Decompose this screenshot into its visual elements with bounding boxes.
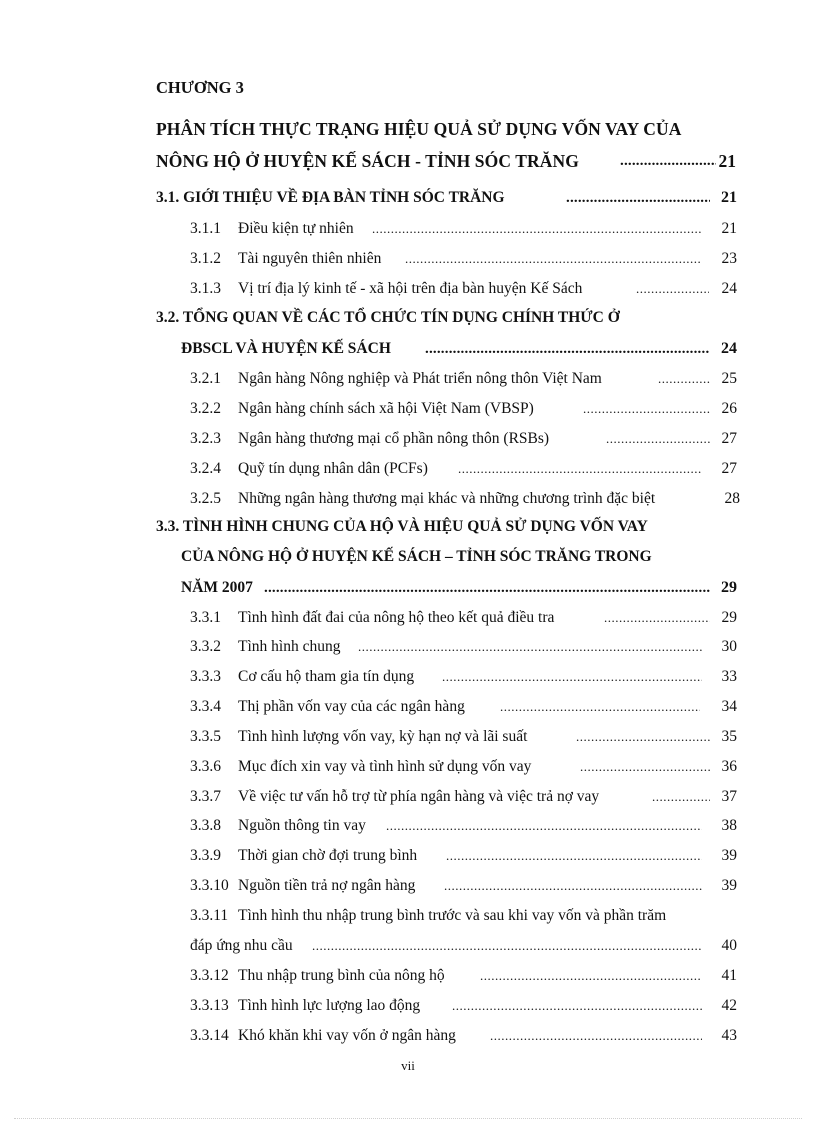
section-3-3-title-line2: CỦA NÔNG HỘ Ở HUYỆN KẾ SÁCH – TỈNH SÓC TRĂNG TRONG — [181, 548, 652, 565]
toc-num-3-3-6: 3.3.6 — [190, 758, 221, 775]
chapter-title-line1: PHÂN TÍCH THỰC TRẠNG HIỆU QUẢ SỬ DỤNG VỐN VAY CỦA — [156, 119, 682, 139]
toc-page-3-3-3: 33 — [721, 668, 737, 685]
toc-page-3-2-4: 27 — [721, 460, 737, 477]
toc-page-3-2-5: 28 — [724, 490, 740, 507]
dot-leader — [386, 816, 702, 836]
toc-page-3-2-1: 25 — [721, 370, 737, 387]
toc-page-3-3-2: 30 — [721, 638, 737, 655]
toc-num-3-3-4: 3.3.4 — [190, 698, 221, 715]
dot-leader — [458, 459, 702, 479]
dot-leader — [446, 846, 702, 866]
toc-title-3-3-11-line1: Tình hình thu nhập trung bình trước và sau khi vay vốn và phần trăm — [238, 907, 667, 924]
toc-title-3-3-8: Nguồn thông tin vay — [238, 817, 366, 834]
toc-title-3-2-3: Ngân hàng thương mại cổ phần nông thôn (RSBs) — [238, 430, 550, 447]
section-3-3-title-line3: NĂM 2007 — [181, 579, 253, 596]
dot-leader — [442, 667, 702, 687]
toc-page-3-3-7: 37 — [721, 788, 737, 805]
toc-title-3-3-2: Tình hình chung — [238, 638, 341, 655]
toc-page-3-1-3: 24 — [721, 280, 737, 297]
toc-num-3-3-5: 3.3.5 — [190, 728, 221, 745]
toc-num-3-3-10: 3.3.10 — [190, 877, 229, 894]
dot-leader — [576, 727, 710, 747]
toc-title-3-3-12: Thu nhập trung bình của nông hộ — [238, 967, 445, 984]
toc-page-3-1-1: 21 — [721, 220, 737, 237]
dot-leader — [500, 697, 700, 717]
chapter-label: CHƯƠNG 3 — [156, 78, 244, 97]
dot-leader — [358, 637, 702, 657]
dot-leader — [566, 188, 710, 208]
toc-page-3-3-11: 40 — [721, 937, 737, 954]
toc-title-3-3-14: Khó khăn khi vay vốn ở ngân hàng — [238, 1027, 456, 1044]
toc-page-3-3-1: 29 — [721, 609, 737, 626]
dot-leader — [444, 876, 702, 896]
toc-page-3-3-6: 36 — [721, 758, 737, 775]
toc-num-3-3-12: 3.3.12 — [190, 967, 229, 984]
toc-page-3-3-5: 35 — [721, 728, 737, 745]
toc-num-3-2-1: 3.2.1 — [190, 370, 221, 387]
toc-num-3-3-14: 3.3.14 — [190, 1027, 229, 1044]
dot-leader — [405, 249, 702, 269]
toc-page-3-3-9: 39 — [721, 847, 737, 864]
dot-leader — [583, 399, 710, 419]
dot-leader — [606, 429, 710, 449]
toc-title-3-3-3: Cơ cấu hộ tham gia tín dụng — [238, 668, 415, 685]
section-3-1-title: 3.1. GIỚI THIỆU VỀ ĐỊA BÀN TỈNH SÓC TRĂNG — [156, 189, 505, 206]
toc-page-3-3-4: 34 — [721, 698, 737, 715]
toc-title-3-3-11-line2: đáp ứng nhu cầu — [190, 937, 293, 954]
section-3-1-page: 21 — [721, 189, 737, 206]
dot-leader — [425, 339, 710, 359]
toc-num-3-3-11: 3.3.11 — [190, 907, 229, 924]
toc-num-3-3-2: 3.3.2 — [190, 638, 221, 655]
toc-page-3-1-2: 23 — [721, 250, 737, 267]
toc-num-3-2-2: 3.2.2 — [190, 400, 221, 417]
toc-title-3-2-2: Ngân hàng chính sách xã hội Việt Nam (VBSP) — [238, 400, 534, 417]
toc-title-3-2-5: Những ngân hàng thương mại khác và những chương trình đặc biệt — [238, 490, 656, 507]
toc-title-3-1-2: Tài nguyên thiên nhiên — [238, 250, 382, 267]
dot-leader — [604, 608, 710, 628]
toc-page-3-3-10: 39 — [721, 877, 737, 894]
toc-page-3-2-3: 27 — [721, 430, 737, 447]
toc-num-3-1-2: 3.1.2 — [190, 250, 221, 267]
toc-title-3-1-3: Vị trí địa lý kinh tế - xã hội trên địa bàn huyện Kế Sách — [238, 280, 583, 297]
dot-leader — [490, 1026, 702, 1046]
toc-num-3-3-9: 3.3.9 — [190, 847, 221, 864]
toc-num-3-3-13: 3.3.13 — [190, 997, 229, 1014]
toc-page-3-3-12: 41 — [721, 967, 737, 984]
section-3-3-page: 29 — [721, 579, 737, 596]
toc-title-3-3-5: Tình hình lượng vốn vay, kỳ hạn nợ và lãi suất — [238, 728, 528, 745]
toc-num-3-2-5: 3.2.5 — [190, 490, 221, 507]
chapter-page-number: 21 — [718, 151, 736, 171]
section-3-2-page: 24 — [721, 340, 737, 357]
dot-leader — [372, 219, 702, 239]
toc-title-3-3-4: Thị phần vốn vay của các ngân hàng — [238, 698, 465, 715]
dot-leader — [264, 578, 710, 598]
toc-title-3-1-1: Điều kiện tự nhiên — [238, 220, 354, 237]
toc-title-3-3-10: Nguồn tiền trả nợ ngân hàng — [238, 877, 416, 894]
toc-num-3-1-3: 3.1.3 — [190, 280, 221, 297]
page-number: vii — [401, 1058, 415, 1073]
toc-title-3-3-9: Thời gian chờ đợi trung bình — [238, 847, 418, 864]
toc-num-3-1-1: 3.1.1 — [190, 220, 221, 237]
toc-num-3-3-3: 3.3.3 — [190, 668, 221, 685]
section-3-3-title-line1: 3.3. TÌNH HÌNH CHUNG CỦA HỘ VÀ HIỆU QUẢ SỬ DỤNG VỐN VAY — [156, 518, 648, 535]
toc-title-3-3-6: Mục đích xin vay và tình hình sử dụng vốn vay — [238, 758, 532, 775]
page-bottom-border — [14, 1118, 802, 1119]
toc-title-3-2-1: Ngân hàng Nông nghiệp và Phát triển nông thôn Việt Nam — [238, 370, 602, 387]
toc-title-3-2-4: Quỹ tín dụng nhân dân (PCFs) — [238, 460, 428, 477]
toc-num-3-3-7: 3.3.7 — [190, 788, 221, 805]
toc-title-3-3-13: Tình hình lực lượng lao động — [238, 997, 421, 1014]
section-3-2-title-line1: 3.2. TỔNG QUAN VỀ CÁC TỔ CHỨC TÍN DỤNG CHÍNH THỨC Ở — [156, 309, 620, 326]
toc-title-3-3-1: Tình hình đất đai của nông hộ theo kết quả điều tra — [238, 609, 555, 626]
toc-page-3-3-14: 43 — [721, 1027, 737, 1044]
toc-page-3-3-8: 38 — [721, 817, 737, 834]
toc-num-3-2-3: 3.2.3 — [190, 430, 221, 447]
toc-title-3-3-7: Về việc tư vấn hỗ trợ từ phía ngân hàng và việc trả nợ vay — [238, 788, 600, 805]
section-3-2-title-line2: ĐBSCL VÀ HUYỆN KẾ SÁCH — [181, 340, 391, 357]
chapter-title-line2: NÔNG HỘ Ở HUYỆN KẾ SÁCH - TỈNH SÓC TRĂNG — [156, 151, 579, 171]
dot-leader — [480, 966, 702, 986]
toc-num-3-3-1: 3.3.1 — [190, 609, 221, 626]
toc-page-3-3-13: 42 — [721, 997, 737, 1014]
dot-leader — [452, 996, 702, 1016]
dot-leader — [312, 936, 702, 956]
toc-num-3-3-8: 3.3.8 — [190, 817, 221, 834]
toc-page-3-2-2: 26 — [721, 400, 737, 417]
toc-num-3-2-4: 3.2.4 — [190, 460, 221, 477]
dot-leader — [580, 757, 710, 777]
